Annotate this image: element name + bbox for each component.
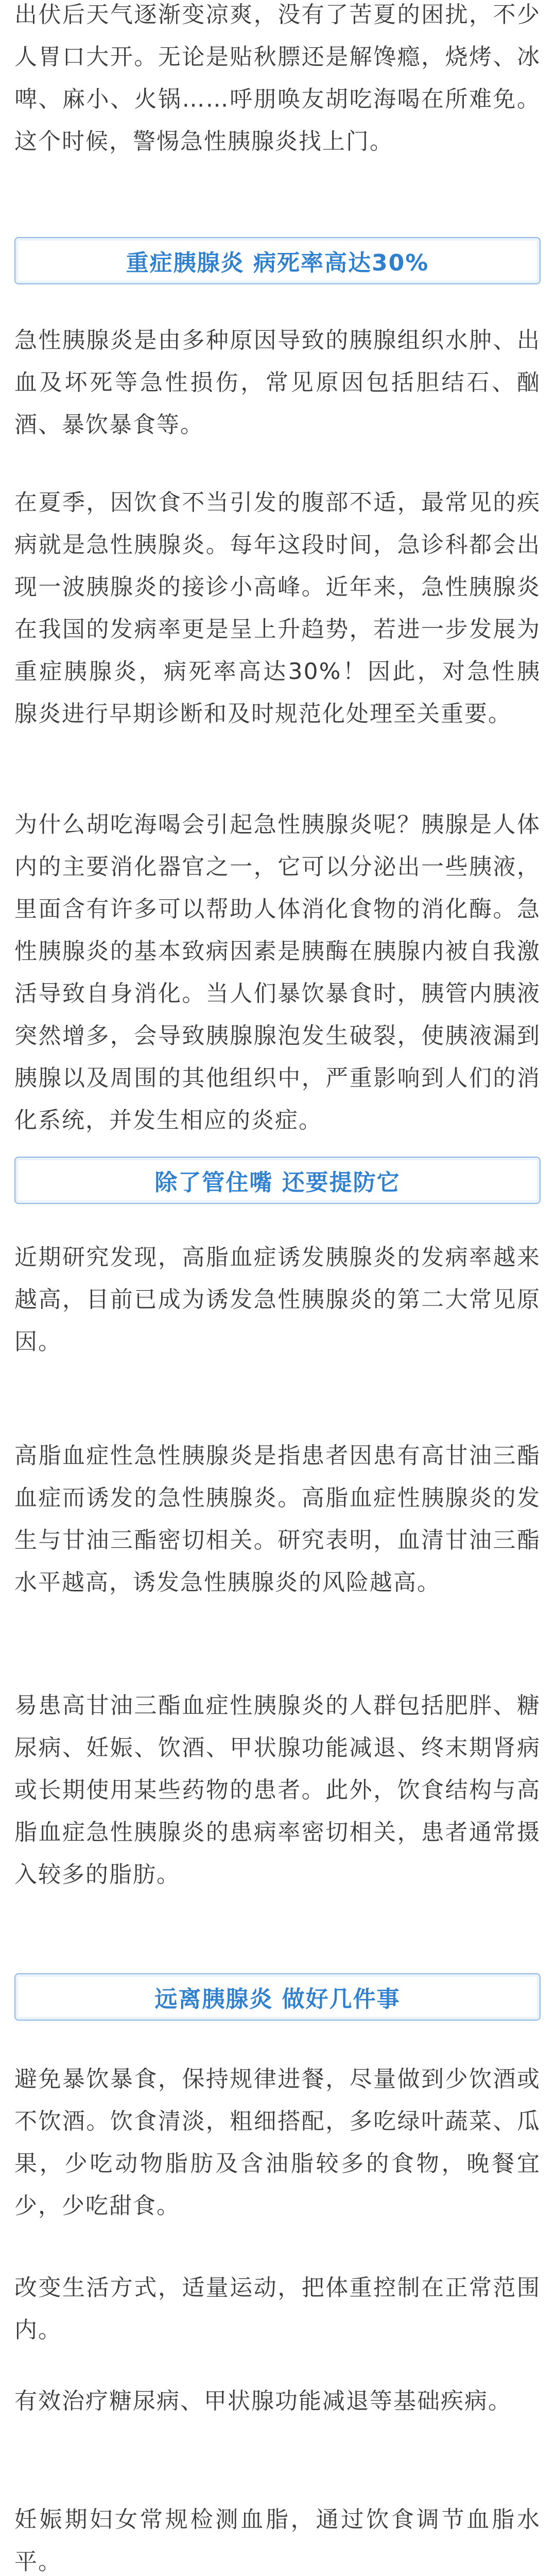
intro-paragraph: 出伏后天气逐渐变凉爽，没有了苦夏的困扰，不少人胃口大开。无论是贴秋膘还是解馋瘾，烧烤、冰啤、麻小、火锅……呼朋唤友胡吃海喝在所难免。这个时候，警惕急性胰腺炎找上门。 <box>14 2 541 155</box>
paragraph: 近期研究发现，高脂血症诱发胰腺炎的发病率越来越高，目前已成为诱发急性胰腺炎的第二大常见原因。 <box>14 1244 541 1355</box>
section-heading-2-text: 除了管住嘴 还要提防它 <box>154 1170 401 1196</box>
paragraph: 有效治疗糖尿病、甲状腺功能减退等基础疾病。 <box>14 2388 512 2414</box>
paragraph: 在夏季，因饮食不当引发的腹部不适，最常见的疾病就是急性胰腺炎。每年这段时间，急诊科都会出现一波胰腺炎的接诊小高峰。近年来，急性胰腺炎在我国的发病率更是呈上升趋势，若进一步发展为重症胰腺炎，病死率高达30%！因此，对急性胰腺炎进行早期诊断和及时规范化处理至关重要。 <box>14 489 541 727</box>
paragraph: 妊娠期妇女常规检测血脂，通过饮食调节血脂水平。 <box>14 2506 541 2575</box>
paragraph: 高脂血症性急性胰腺炎是指患者因患有高甘油三酯血症而诱发的急性胰腺炎。高脂血症性胰腺炎的发生与甘油三酯密切相关。研究表明，血清甘油三酯水平越高，诱发急性胰腺炎的风险越高。 <box>14 1443 541 1596</box>
section-heading-2 <box>14 1157 541 1204</box>
section-heading-1-text: 重症胰腺炎 病死率高达30% <box>126 250 429 276</box>
paragraph: 避免暴饮暴食，保持规律进餐，尽量做到少饮酒或不饮酒。饮食清淡，粗细搭配，多吃绿叶蔬菜、瓜果，少吃动物脂肪及含油脂较多的食物，晚餐宜少，少吃甜食。 <box>14 2066 541 2219</box>
paragraph: 急性胰腺炎是由多种原因导致的胰腺组织水肿、出血及坏死等急性损伤，常见原因包括胆结石、酗酒、暴饮暴食等。 <box>14 327 541 438</box>
section-heading-3 <box>14 1973 541 2021</box>
section-heading-1 <box>14 237 541 284</box>
paragraph: 易患高甘油三酯血症性胰腺炎的人群包括肥胖、糖尿病、妊娠、饮酒、甲状腺功能减退、终末期肾病或长期使用某些药物的患者。此外，饮食结构与高脂血症急性胰腺炎的患病率密切相关，患者通常摄入较多的脂肪。 <box>14 1692 541 1888</box>
paragraph: 为什么胡吃海喝会引起急性胰腺炎呢？胰腺是人体内的主要消化器官之一，它可以分泌出一些胰液，里面含有许多可以帮助人体消化食物的消化酶。急性胰腺炎的基本致病因素是胰酶在胰腺内被自我激活导致自身消化。当人们暴饮暴食时，胰管内胰液突然增多，会导致胰腺腺泡发生破裂，使胰液漏到胰腺以及周围的其他组织中，严重影响到人们的消化系统，并发生相应的炎症。 <box>14 811 541 1133</box>
paragraph: 改变生活方式，适量运动，把体重控制在正常范围内。 <box>14 2275 541 2343</box>
section-heading-3-text: 远离胰腺炎 做好几件事 <box>154 1986 401 2012</box>
